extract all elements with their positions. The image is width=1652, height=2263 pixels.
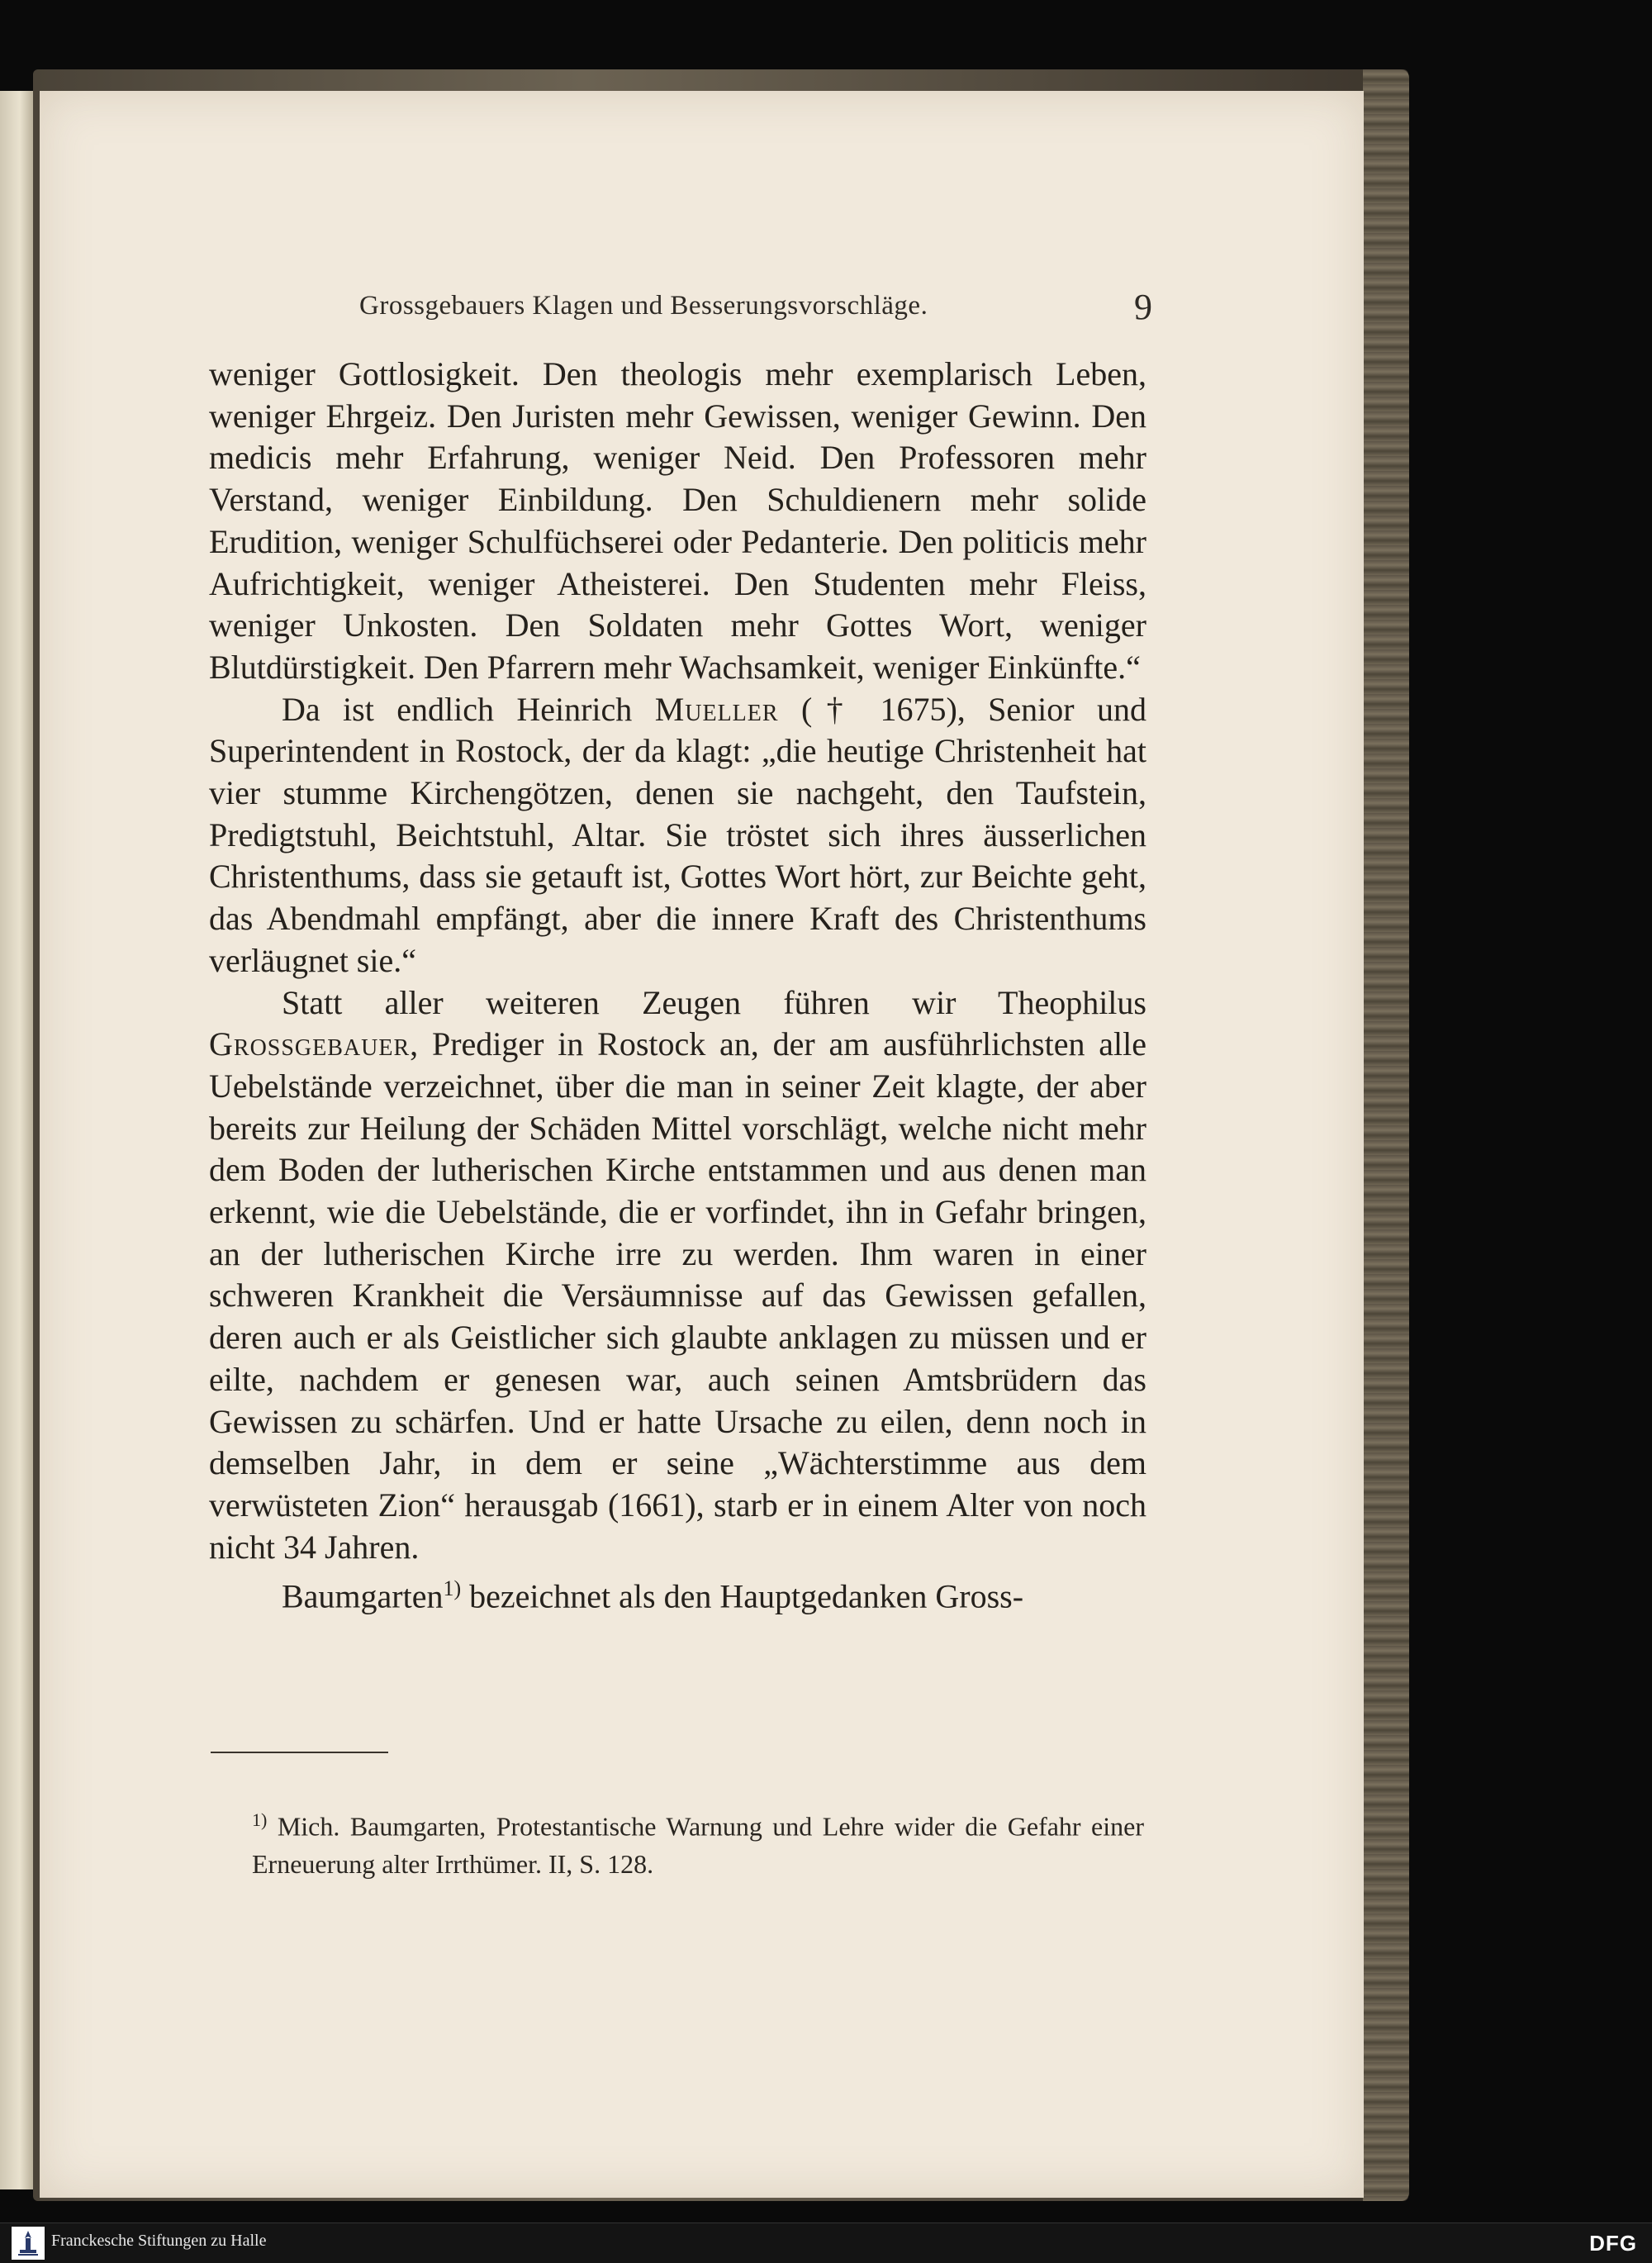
paragraph-3-before: Statt aller weiteren Zeugen führen wir Theophilus (282, 983, 1146, 1021)
footnote-marker: 1) (252, 1809, 268, 1830)
paragraph-3 (209, 982, 1146, 1569)
paragraph-1-text: weniger Gottlosigkeit. Den theologis mehr exemplarisch Leben, weniger Ehrgeiz. Den Juristen mehr Gewissen, weniger Gewinn. Den medicis mehr Erfahrung, weniger Neid. Den Professoren mehr Verstand, weniger Einbildung. Den Schuldienern mehr solide Erudition, weniger Schulfüchserei oder Pedanterie. Den politicis mehr Aufrichtigkeit, weniger Atheisterei. Den Studenten mehr Fleiss, weniger Unkosten. Den Soldaten mehr Gottes Wort, weniger Blutdürstigkeit. Den Pfarrern mehr Wachsamkeit, weniger Einkünfte.“ (209, 355, 1146, 686)
franckesche-stiftungen-logo-icon (12, 2227, 45, 2260)
paragraph-4-after: bezeichnet als den Hauptgedanken Gross- (461, 1577, 1024, 1615)
left-page-edge (0, 91, 33, 2189)
paragraph-1 (209, 354, 1146, 689)
paragraph-2-before: Da ist endlich Heinrich (282, 690, 655, 728)
repository-footer-bar (0, 2223, 1652, 2263)
page-number: 9 (1134, 287, 1152, 327)
book-spine-edge (1363, 69, 1409, 2201)
holder-label: Franckesche Stiftungen zu Halle (51, 2232, 267, 2250)
body-text (209, 354, 1146, 1618)
paragraph-4 (209, 1568, 1146, 1618)
paragraph-4-before: Baumgarten (282, 1577, 444, 1615)
running-head (359, 287, 1152, 332)
footnote-reference: 1) (443, 1576, 462, 1601)
dfg-logo: DFG (1589, 2231, 1637, 2256)
name-mueller: Mueller (654, 690, 779, 728)
footnote-rule (211, 1752, 388, 1753)
paragraph-3-after: , Prediger in Rostock an, der am ausführlichsten alle Uebelstände verzeichnet, über die man in seiner Zeit klagte, der aber bereits zur Heilung der Schäden Mittel vorschlägt, welche nicht mehr dem Boden der lutherischen Kirche entstammen und aus denen man erkennt, wie die Uebelstände, die er vorfindet, ihn in Gefahr bringen, an der lutherischen Kirche irre zu werden. Ihm waren in einer schweren Krankheit die Versäumnisse auf das Gewissen gefallen, deren auch er als Geistlicher sich glaubte anklagen zu müssen und er eilte, nachdem er genesen war, auch seinen Amtsbrüdern das Gewissen zu schärfen. Und er hatte Ursache zu eilen, denn noch in demselben Jahr, in dem er seine „Wächterstimme aus dem verwüsteten Zion“ herausgab (1661), starb er in einem Alter von noch nicht 34 Jahren. (209, 1025, 1146, 1566)
name-grossgebauer: Grossgebauer (209, 1025, 411, 1063)
paragraph-2 (209, 689, 1146, 982)
running-head-title: Grossgebauers Klagen und Besserungsvorschläge. (359, 291, 928, 321)
footnote-text: Mich. Baumgarten, Protestantische Warnung und Lehre wider die Gefahr einer Erneuerung alter Irrthümer. II, S. 128. (252, 1811, 1145, 1879)
paragraph-2-after: († 1675), Senior und Superintendent in Rostock, der da klagt: „die heutige Christenheit hat vier stumme Kirchengötzen, denen sie nachgeht, den Taufstein, Predigtstuhl, Beichtstuhl, Altar. Sie tröstet sich ihres äusserlichen Christenthums, dass sie getauft ist, Gottes Wort hört, zur Beichte geht, das Abendmahl empfängt, aber die innere Kraft des Christenthums verläugnet sie.“ (209, 690, 1147, 979)
footnote (252, 1801, 1144, 1883)
footnote-paragraph (252, 1801, 1144, 1883)
